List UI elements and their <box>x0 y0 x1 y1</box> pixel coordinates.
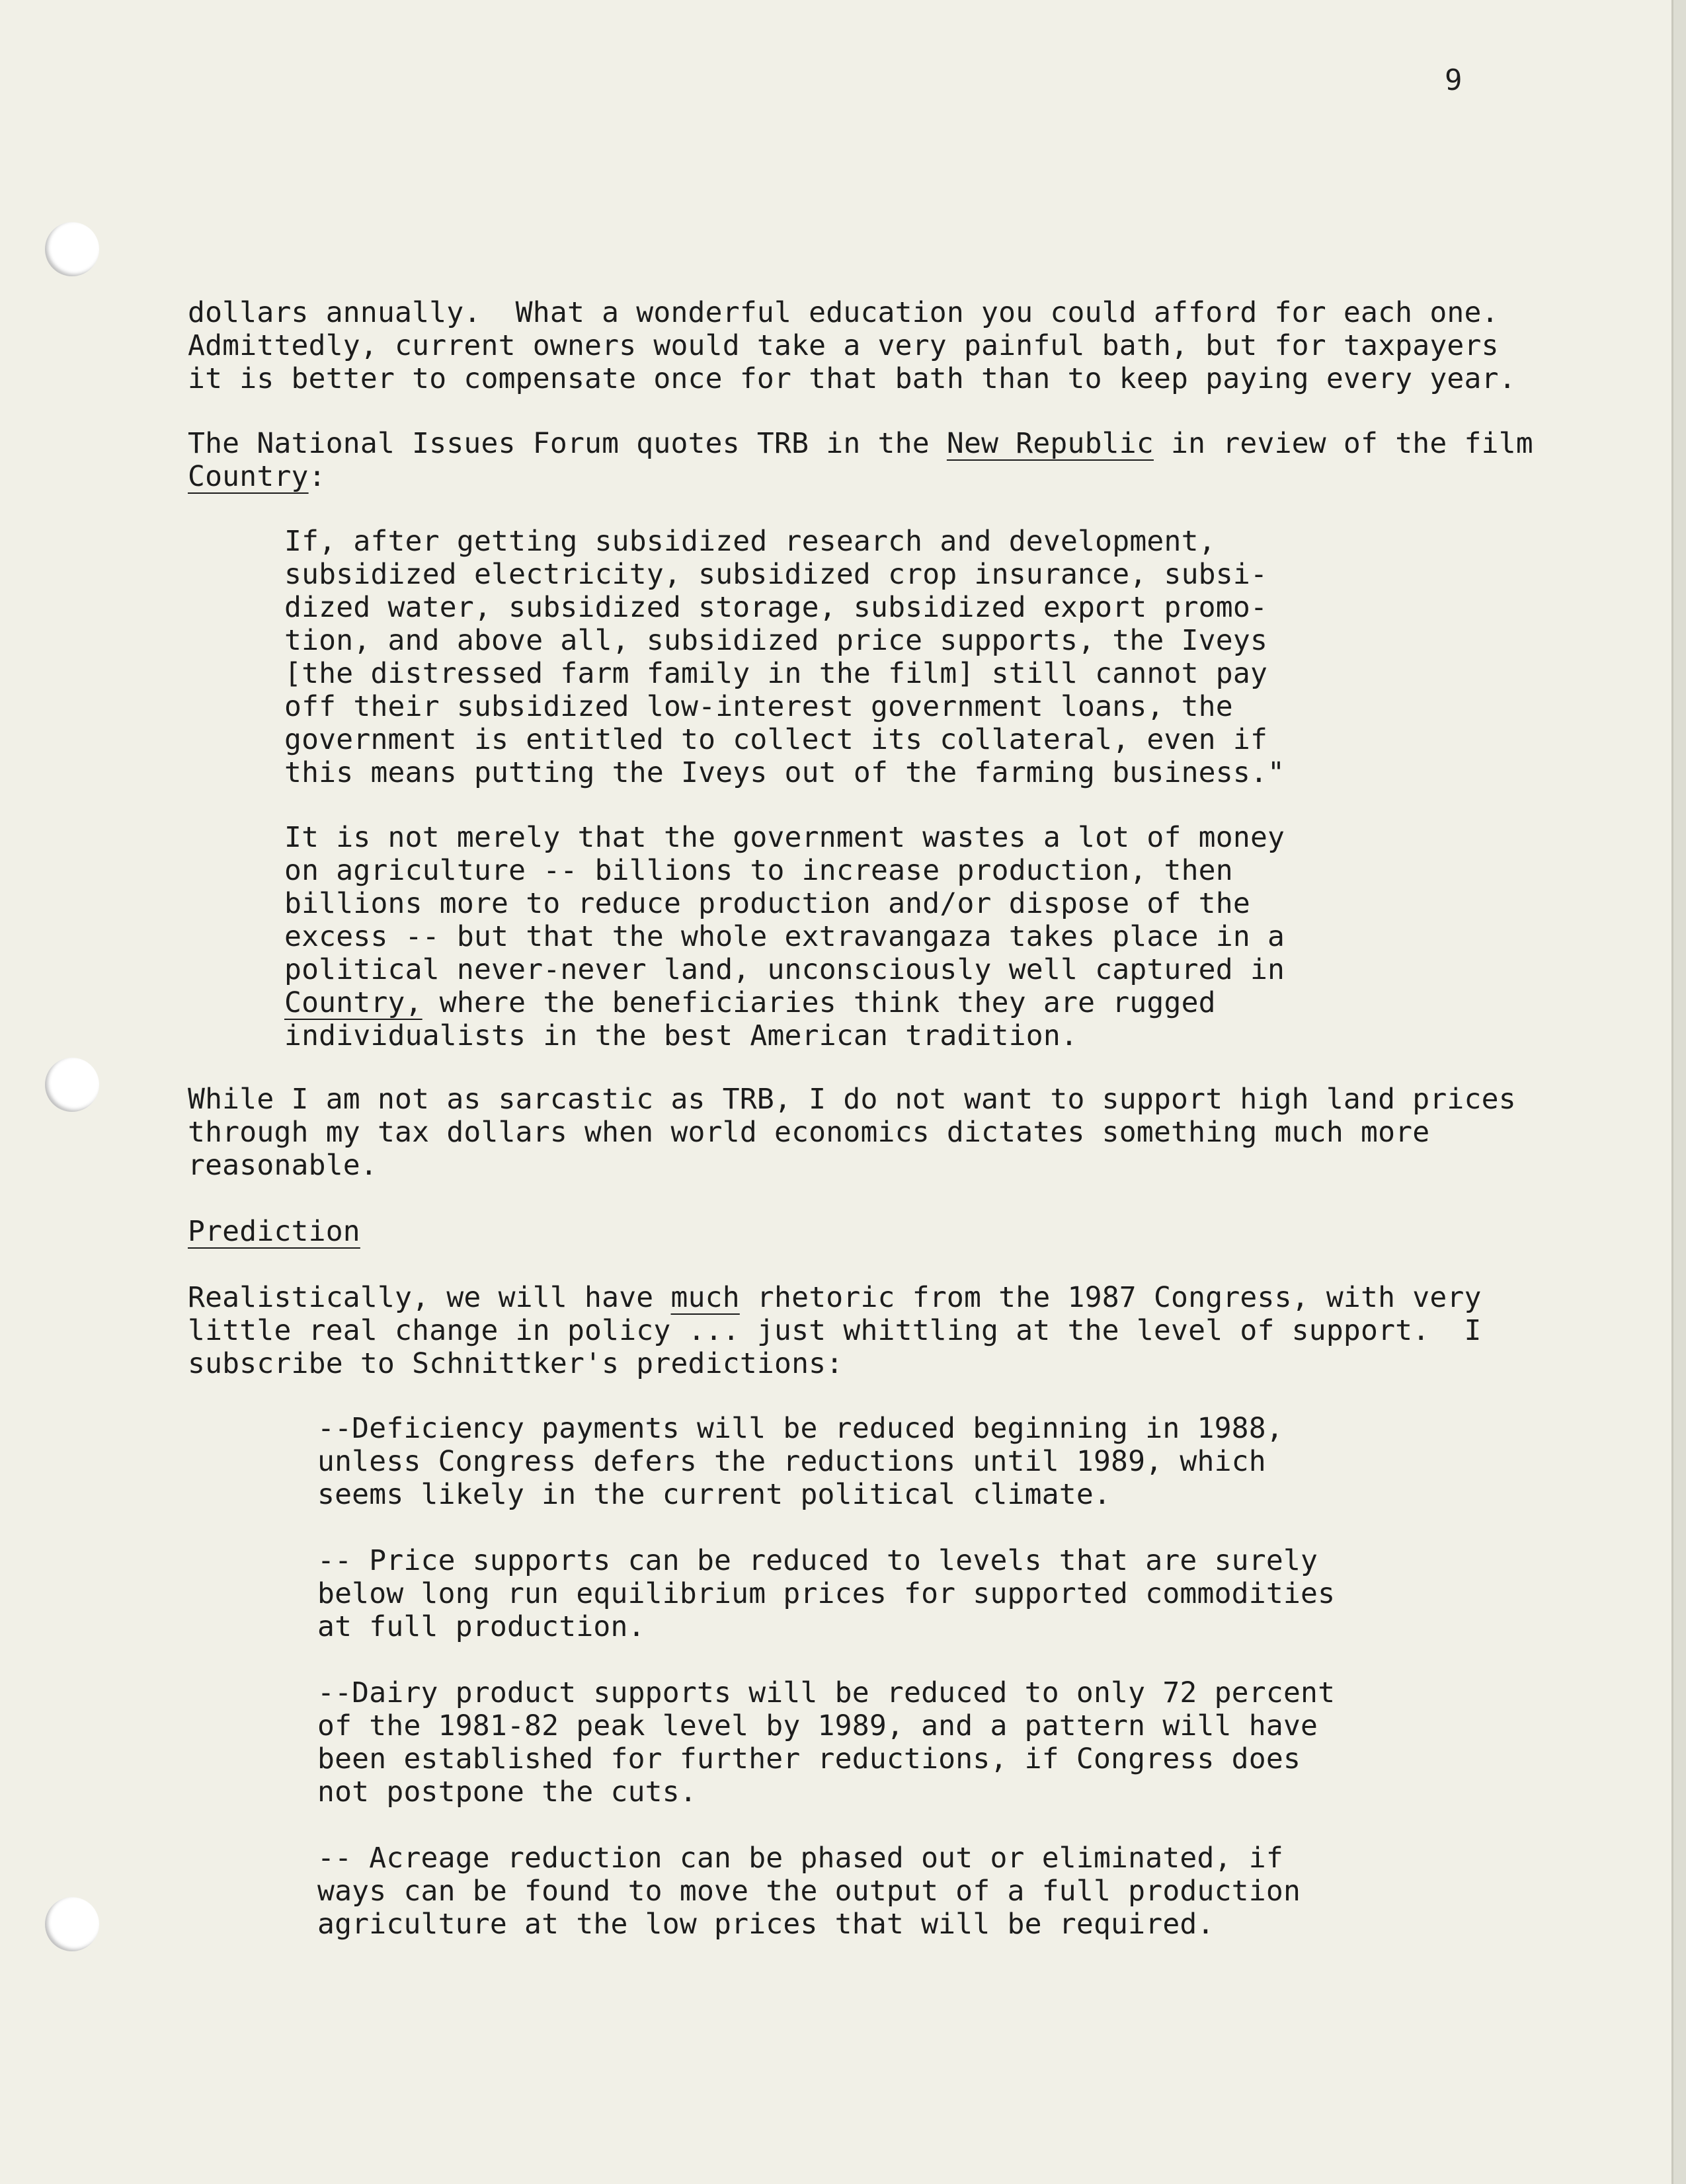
prediction-line: agriculture at the low prices that will be required. <box>317 1908 1215 1941</box>
text-run: Realistically, we will have <box>188 1281 671 1314</box>
text-run: in review of the film <box>1153 427 1533 460</box>
paragraph-line: Admittedly, current owners would take a very painful bath, but for taxpayers <box>188 329 1499 362</box>
quote-line: individualists in the best American tradition. <box>284 1019 1078 1052</box>
prediction-line: --Dairy product supports will be reduced to only 72 percent <box>317 1676 1336 1709</box>
paragraph-line: dollars annually. What a wonderful education you could afford for each one. <box>188 296 1499 329</box>
text-run: The National Issues Forum quotes TRB in the <box>188 427 947 460</box>
prediction-line: unless Congress defers the reductions until 1989, which <box>317 1445 1266 1478</box>
quote-line: tion, and above all, subsidized price supports, the Iveys <box>284 624 1268 657</box>
quote-line: government is entitled to collect its collateral, even if <box>284 723 1268 756</box>
film-title: Country <box>188 460 309 493</box>
prediction-line: --Deficiency payments will be reduced beginning in 1988, <box>317 1412 1283 1445</box>
quote-line: excess -- but that the whole extravangaza takes place in a <box>284 920 1285 953</box>
prediction-line: not postpone the cuts. <box>317 1775 697 1809</box>
paragraph-line: it is better to compensate once for that bath than to keep paying every year. <box>188 362 1516 395</box>
prediction-line: been established for further reductions, if Congress does <box>317 1742 1301 1775</box>
quote-line: billions more to reduce production and/or dispose of the <box>284 887 1250 920</box>
prediction-line: -- Price supports can be reduced to levels that are surely <box>317 1544 1318 1577</box>
publication-title: New Republic <box>946 427 1154 460</box>
binder-hole <box>45 1897 99 1951</box>
quote-line: If, after getting subsidized research and development, <box>284 525 1216 558</box>
prediction-line: below long run equilibrium prices for supported commodities <box>317 1577 1336 1610</box>
quote-line: subsidized electricity, subsidized crop insurance, subsi- <box>284 558 1268 591</box>
text-run: rhetoric from the 1987 Congress, with very <box>739 1281 1482 1314</box>
paragraph-line: reasonable. <box>188 1149 378 1182</box>
quote-line: It is not merely that the government wastes a lot of money <box>284 821 1285 854</box>
section-heading-text: Prediction <box>188 1215 360 1248</box>
prediction-line: -- Acreage reduction can be phased out or eliminated, if <box>317 1842 1283 1875</box>
binder-hole <box>45 222 99 276</box>
prediction-line: seems likely in the current political climate. <box>317 1478 1111 1511</box>
paragraph-line: subscribe to Schnittker's predictions: <box>188 1347 844 1380</box>
quote-line: [the distressed farm family in the film] still cannot pay <box>284 657 1268 690</box>
text-run: : <box>308 460 326 493</box>
quote-line: on agriculture -- billions to increase production, then <box>284 854 1233 887</box>
paragraph-line <box>188 427 1533 460</box>
paragraph-line: little real change in policy ... just whittling at the level of support. I <box>188 1314 1482 1347</box>
binder-hole <box>45 1058 99 1112</box>
quote-line <box>284 986 1216 1019</box>
emphasis: much <box>670 1281 740 1314</box>
film-title: Country, <box>284 986 422 1019</box>
quote-line: dized water, subsidized storage, subsidized export promo- <box>284 591 1268 624</box>
text-run: where the beneficiaries think they are rugged <box>422 986 1216 1019</box>
paragraph-line <box>188 1281 1482 1314</box>
quote-line: off their subsidized low-interest government loans, the <box>284 690 1233 723</box>
quote-line: this means putting the Iveys out of the farming business." <box>284 756 1285 789</box>
paragraph-line: While I am not as sarcastic as TRB, I do not want to support high land prices <box>188 1083 1516 1116</box>
quote-line: political never-never land, unconsciously well captured in <box>284 953 1285 986</box>
paragraph-line: through my tax dollars when world economics dictates something much more <box>188 1116 1430 1149</box>
prediction-line: ways can be found to move the output of a full production <box>317 1875 1301 1908</box>
prediction-line: at full production. <box>317 1610 645 1643</box>
section-heading <box>188 1215 360 1248</box>
paragraph-line <box>188 460 326 493</box>
prediction-line: of the 1981-82 peak level by 1989, and a pattern will have <box>317 1709 1318 1742</box>
page-number: 9 <box>1445 63 1463 97</box>
